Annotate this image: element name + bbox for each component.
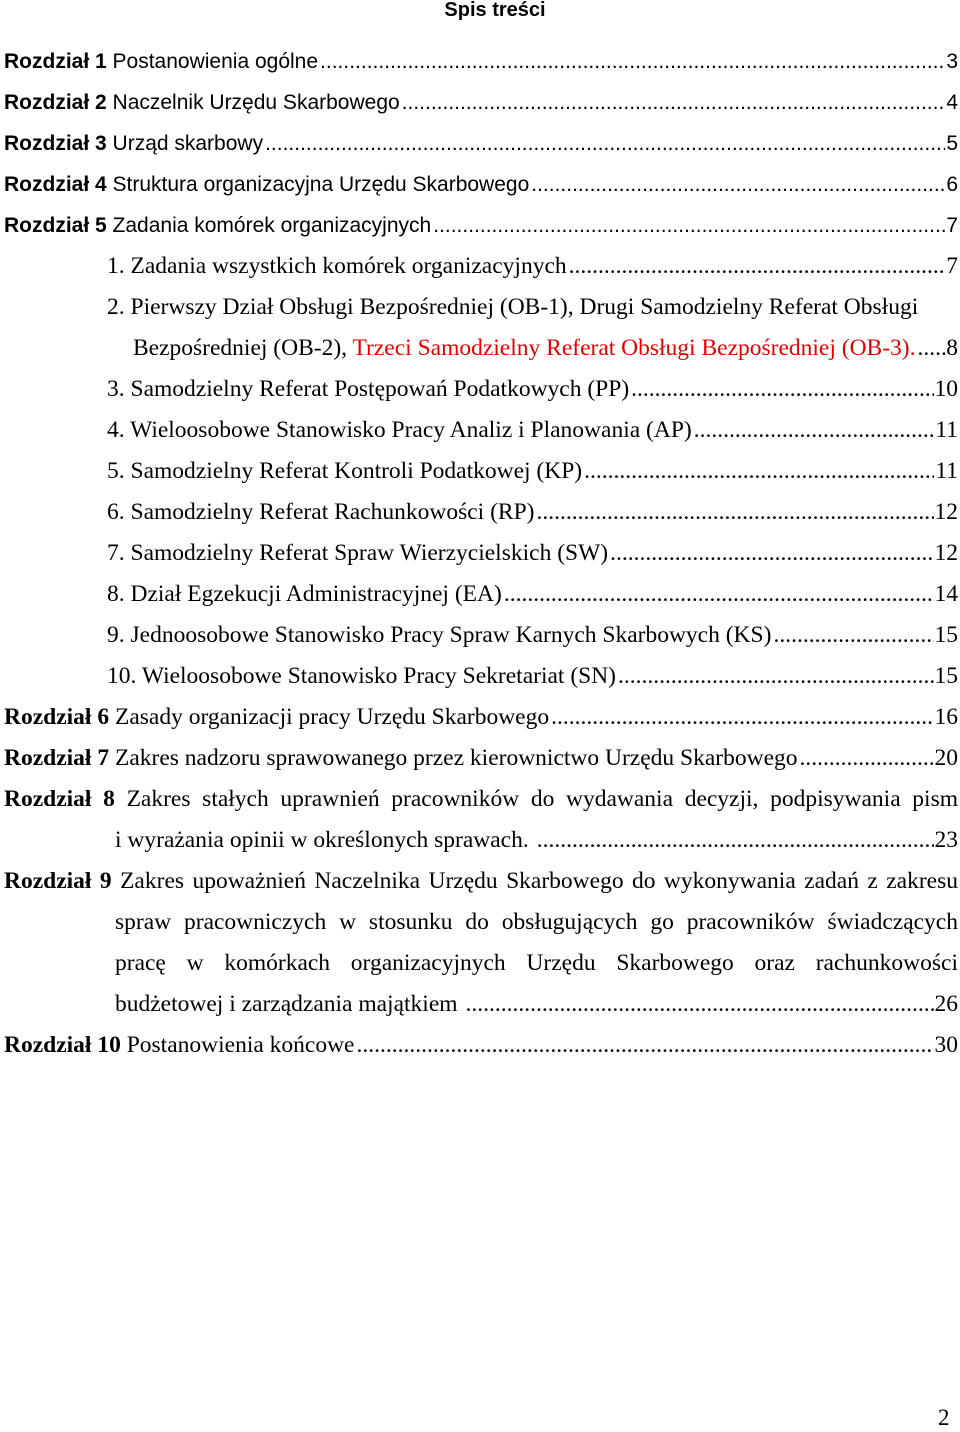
toc-entry-line — [115, 984, 958, 1025]
section-number: 4. — [107, 417, 125, 443]
toc-entry-text — [4, 82, 400, 123]
section-number: 5. — [107, 458, 125, 484]
section-number: 2. — [107, 294, 125, 320]
toc-entry-text — [4, 205, 431, 246]
toc-entry-chapter-4[interactable] — [4, 164, 958, 205]
section-number: 9. — [107, 622, 125, 648]
page-number: 3 — [946, 50, 958, 73]
toc-entry-chapter-10[interactable] — [4, 1025, 958, 1066]
dot-leader — [536, 492, 933, 533]
toc-entry-text — [4, 41, 318, 82]
toc-entry-section-2[interactable] — [4, 287, 958, 369]
section-title-highlight: Trzeci Samodzielny Referat Obsługi Bezpośredniej (OB-3). — [352, 335, 916, 361]
toc-entry-chapter-1[interactable] — [4, 41, 958, 82]
toc-entry-text — [133, 328, 916, 369]
page-number: 7 — [946, 214, 958, 237]
section-number: 3. — [107, 376, 125, 402]
page-number: 12 — [934, 499, 958, 525]
toc-entry-chapter-3[interactable] — [4, 123, 958, 164]
toc-entry-text — [107, 246, 567, 287]
dot-leader — [631, 369, 933, 410]
section-number: 10. — [107, 663, 137, 689]
chapter-title: Urząd skarbowy — [112, 132, 264, 155]
page-number: 11 — [935, 417, 958, 443]
toc-entry-section-8[interactable] — [107, 574, 958, 615]
section-title: Samodzielny Referat Kontroli Podatkowej (KP) — [130, 458, 583, 484]
chapter-title: Zakres nadzoru sprawowanego przez kierownictwo Urzędu Skarbowego — [114, 745, 798, 771]
toc-entry-line — [4, 861, 958, 902]
chapter-title-line: i wyrażania opinii w określonych sprawach. — [115, 827, 529, 853]
chapter-label: Rozdział 8 — [4, 786, 115, 812]
section-title: Zadania wszystkich komórek organizacyjnych — [130, 253, 567, 279]
toc-entry-text — [107, 615, 771, 656]
page-number: 15 — [934, 622, 958, 648]
section-title: Samodzielny Referat Rachunkowości (RP) — [130, 499, 535, 525]
table-of-contents — [4, 41, 958, 1066]
toc-entry-chapter-9[interactable] — [4, 861, 958, 1025]
dot-leader — [773, 615, 933, 656]
toc-entry-text — [107, 656, 616, 697]
toc-entry-text — [107, 451, 582, 492]
section-title: Wieloosobowe Stanowisko Pracy Sekretariat (SN) — [141, 663, 617, 689]
page-number: 16 — [934, 704, 958, 730]
section-number: 1. — [107, 253, 125, 279]
dot-leader — [551, 697, 933, 738]
chapter-title: Zasady organizacji pracy Urzędu Skarbowego — [114, 704, 550, 730]
section-title: Samodzielny Referat Postępowań Podatkowych (PP) — [130, 376, 630, 402]
section-number: 7. — [107, 540, 125, 566]
page-number: 4 — [946, 91, 958, 114]
page-number: 11 — [935, 458, 958, 484]
dot-leader — [694, 410, 935, 451]
toc-entry-line — [107, 287, 958, 328]
chapter-title-line: budżetowej i zarządzania majątkiem — [115, 991, 458, 1017]
chapter-label: Rozdział 3 — [4, 132, 107, 155]
toc-entry-text — [107, 533, 608, 574]
section-title-line: Bezpośredniej (OB-2), — [133, 335, 348, 361]
section-title: Wieloosobowe Stanowisko Pracy Analiz i Planowania (AP) — [130, 417, 692, 443]
dot-leader — [433, 205, 945, 246]
toc-entry-chapter-7[interactable] — [4, 738, 958, 779]
toc-entry-text — [4, 738, 798, 779]
chapter-title-line: Zakres stałych uprawnień pracowników do wydawania decyzji, podpisywania pism — [126, 786, 958, 812]
toc-entry-chapter-8[interactable] — [4, 779, 958, 861]
toc-entry-line — [115, 820, 958, 861]
section-title: Dział Egzekucji Administracyjnej (EA) — [130, 581, 502, 607]
toc-entry-text — [4, 123, 263, 164]
section-number: 8. — [107, 581, 125, 607]
chapter-label: Rozdział 6 — [4, 704, 110, 730]
section-title-line: Pierwszy Dział Obsługi Bezpośredniej (OB-1), Drugi Samodzielny Referat Obsługi — [130, 294, 919, 320]
dot-leader — [466, 984, 934, 1025]
toc-entry-line — [4, 779, 958, 820]
page-number: 8 — [946, 335, 958, 361]
page-number: 6 — [946, 173, 958, 196]
chapter-label: Rozdział 9 — [4, 868, 112, 894]
toc-entry-section-3[interactable] — [107, 369, 958, 410]
chapter-title: Zadania komórek organizacyjnych — [112, 214, 432, 237]
dot-leader — [265, 123, 945, 164]
chapter-title-line: spraw pracowniczych w stosunku do obsługujących go pracowników świadczących — [115, 909, 958, 935]
page-number: 10 — [934, 376, 958, 402]
document-page-number: 2 — [938, 1405, 950, 1430]
chapter-title-line: Zakres upoważnień Naczelnika Urzędu Skarbowego do wykonywania zadań z zakresu — [120, 868, 958, 894]
toc-entry-section-9[interactable] — [107, 615, 958, 656]
toc-entry-chapter-6[interactable] — [4, 697, 958, 738]
page-title: Spis treści — [444, 0, 546, 21]
toc-entry-section-1[interactable] — [107, 246, 958, 287]
section-number: 6. — [107, 499, 125, 525]
toc-entry-section-4[interactable] — [107, 410, 958, 451]
chapter-title: Struktura organizacyjna Urzędu Skarbowego — [112, 173, 530, 196]
dot-leader — [610, 533, 933, 574]
toc-entry-section-10[interactable] — [107, 656, 958, 697]
page-number: 30 — [934, 1032, 958, 1058]
toc-entry-text — [107, 369, 629, 410]
chapter-label: Rozdział 1 — [4, 50, 107, 73]
toc-entry-text — [4, 164, 529, 205]
page-number: 5 — [946, 132, 958, 155]
chapter-label: Rozdział 2 — [4, 91, 107, 114]
dot-leader — [320, 41, 945, 82]
dot-leader — [537, 820, 934, 861]
toc-entry-chapter-5[interactable] — [4, 205, 958, 246]
dot-leader — [800, 738, 934, 779]
toc-entry-section-6[interactable] — [107, 492, 958, 533]
dot-leader — [357, 1025, 934, 1066]
page-number: 14 — [934, 581, 958, 607]
dot-leader — [618, 656, 933, 697]
toc-entry-section-5[interactable] — [107, 451, 958, 492]
dot-leader — [504, 574, 934, 615]
section-title: Samodzielny Referat Spraw Wierzycielskich (SW) — [130, 540, 609, 566]
toc-entry-text — [107, 410, 692, 451]
toc-entry-text — [107, 492, 534, 533]
dot-leader — [584, 451, 934, 492]
dot-leader — [569, 246, 946, 287]
chapter-label: Rozdział 4 — [4, 173, 107, 196]
toc-entry-chapter-2[interactable] — [4, 82, 958, 123]
page-number: 7 — [946, 253, 958, 279]
dot-leader — [531, 164, 945, 205]
page-number: 15 — [934, 663, 958, 689]
chapter-title: Postanowienia ogólne — [112, 50, 319, 73]
page-number: 26 — [934, 991, 958, 1017]
chapter-label: Rozdział 10 — [4, 1032, 121, 1058]
dot-leader — [918, 328, 946, 369]
chapter-title: Postanowienia końcowe — [126, 1032, 355, 1058]
chapter-label: Rozdział 7 — [4, 745, 110, 771]
toc-entry-text — [4, 697, 549, 738]
page-number: 12 — [934, 540, 958, 566]
chapter-label: Rozdział 5 — [4, 214, 107, 237]
chapter-title: Naczelnik Urzędu Skarbowego — [112, 91, 400, 114]
page-number: 20 — [934, 745, 958, 771]
chapter-title-line: pracę w komórkach organizacyjnych Urzędu Skarbowego oraz rachunkowości — [115, 950, 958, 976]
dot-leader — [402, 82, 946, 123]
toc-entry-section-7[interactable] — [107, 533, 958, 574]
toc-entry-line — [133, 328, 958, 369]
page-number: 23 — [934, 827, 958, 853]
toc-entry-text — [107, 574, 502, 615]
section-title: Jednoosobowe Stanowisko Pracy Spraw Karnych Skarbowych (KS) — [130, 622, 772, 648]
toc-entry-text — [4, 1025, 355, 1066]
